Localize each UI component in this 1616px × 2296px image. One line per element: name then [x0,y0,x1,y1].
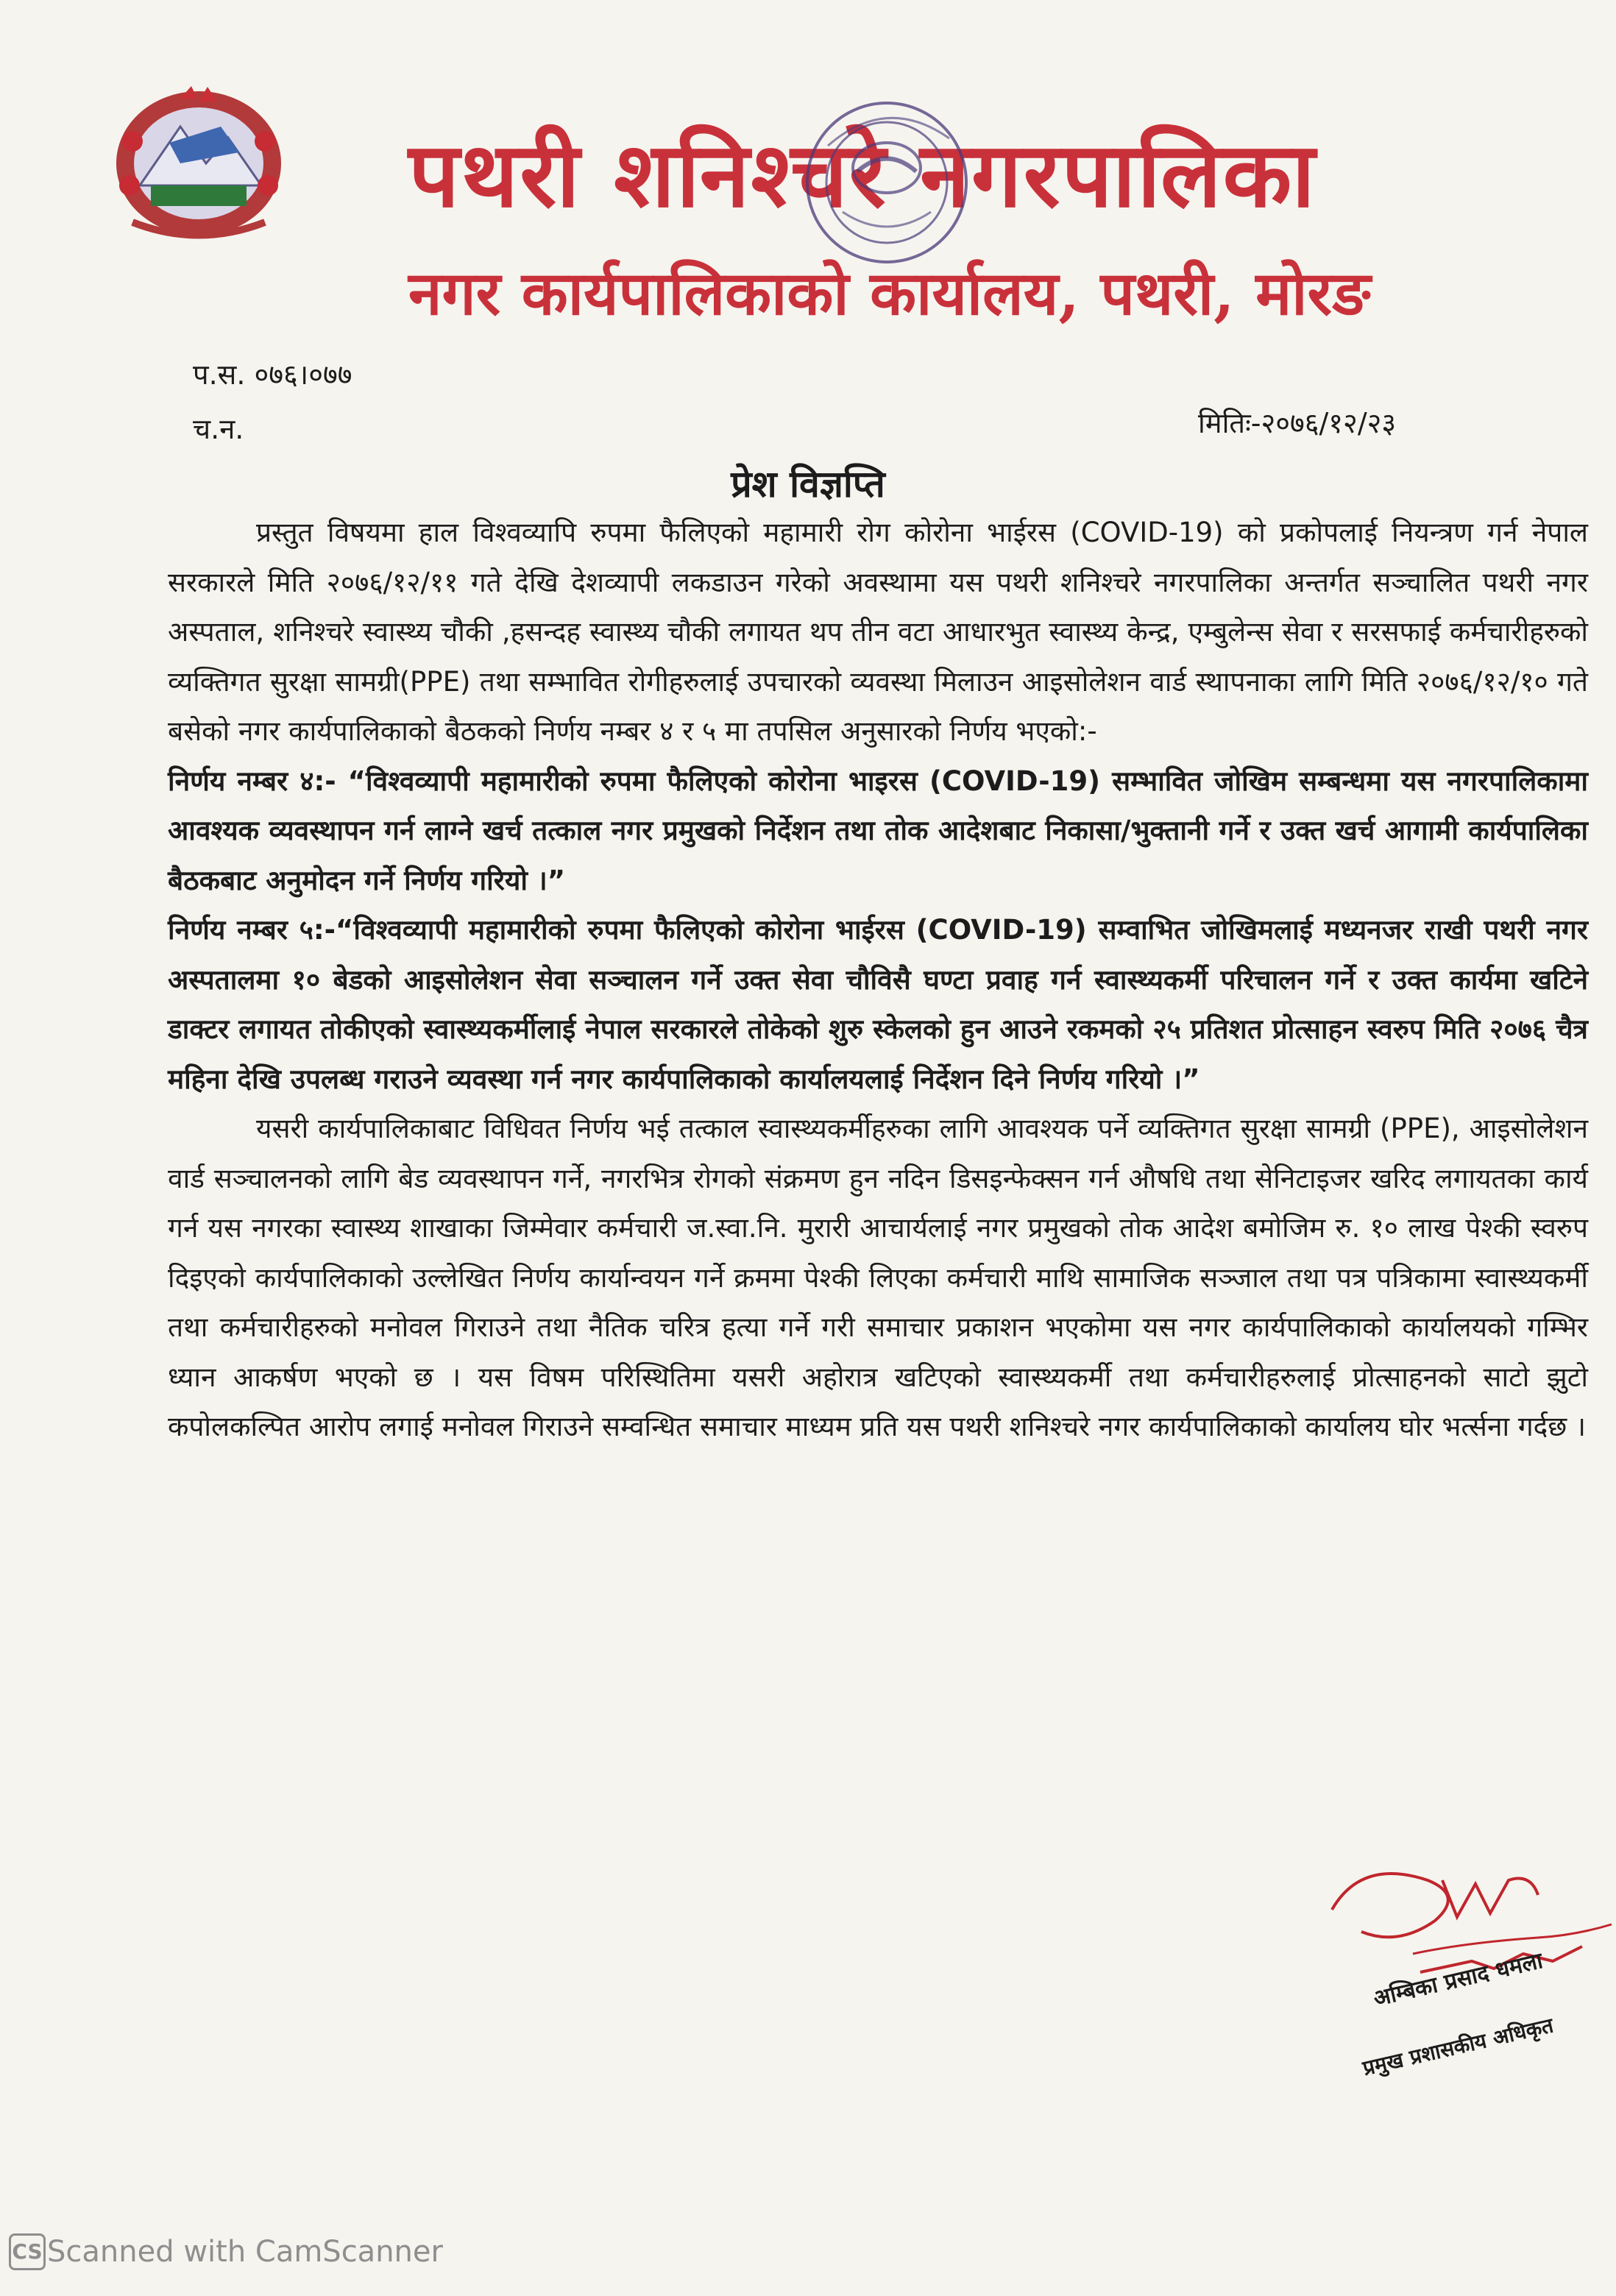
office-seal-stamp [784,94,990,286]
decision-4-paragraph: निर्णय नम्बर ४:- “विश्वव्यापी महामारीको रुपमा फैलिएको कोरोना भाइरस (COVID-19) सम्भावित जोखिम सम्बन्धमा यस नगरपालिकामा आवश्यक व्यवस्थापन गर्न लाग्ने खर्च तत्काल नगर प्रमुखको निर्देशन तथा तोक आदेशबाट निकासा/भुक्तानी गर्ने र उक्त खर्च आगामी कार्यपालिका बैठकबाट अनुमोदन गर्ने निर्णय गरियो ।” [168,765,1588,896]
scanner-watermark-text: Scanned with CamScanner [47,2235,443,2269]
letterhead-office-subtitle: नगर कार्यपालिकाको कार्यालय, पथरी, मोरङ [408,258,1371,329]
document-date: मितिः-२०७६/१२/२३ [1198,407,1397,439]
document-body [168,508,1588,1452]
signatory-title: प्रमुख प्रशासकीय अधिकृत [1360,2013,1556,2081]
document-heading: प्रेश विज्ञप्ति [731,463,885,506]
camscanner-logo-icon: CS [9,2233,46,2270]
dispatch-number: च.न. [193,413,244,445]
scanner-watermark [9,2233,443,2270]
signatory-name: अम्बिका प्रसाद धमला [1371,1948,1545,2012]
nepal-emblem-icon [110,82,287,241]
closing-paragraph: यसरी कार्यपालिकाबाट विधिवत निर्णय भई तत्काल स्वास्थ्यकर्मीहरुका लागि आवश्यक पर्ने व्यक्तिगत सुरक्षा सामग्री (PPE), आइसोलेशन वार्ड सञ्चालनको लागि बेड व्यवस्थापन गर्ने, नगरभित्र रोगको संक्रमण हुन नदिन डिसइन्फेक्सन गर्न औषधि तथा सेनिटाइजर खरिद लगायतका कार्य गर्न यस नगरका स्वास्थ्य शाखाका जिम्मेवार कर्मचारी ज.स्वा.नि. मुरारी आचार्यलाई नगर प्रमुखको तोक आदेश बमोजिम रु. १० लाख पेश्की स्वरुप दिइएको कार्यपालिकाको उल्लेखित निर्णय कार्यान्वयन गर्ने क्रममा पेश्की लिएका कर्मचारी माथि सामाजिक सञ्जाल तथा पत्र पत्रिकामा स्वास्थ्यकर्मी तथा कर्मचारीहरुको मनोवल गिराउने तथा नैतिक चरित्र हत्या गर्ने गरी समाचार प्रकाशन भएकोमा यस नगर कार्यपालिकाको कार्यालयको गम्भिर ध्यान आकर्षण भएको छ । यस विषम परिस्थितिमा यसरी अहोरात्र खटिएको स्वास्थ्यकर्मी तथा कर्मचारीहरुलाई प्रोत्साहनको साटो झुटो कपोलकल्पित आरोप लगाई मनोवल गिराउने सम्वन्धित समाचार माध्यम प्रति यस पथरी शनिश्चरे नगर कार्यपालिकाको कार्यालय घोर भर्त्सना गर्दछ । [168,1113,1588,1442]
letterhead-office-name: पथरी शनिश्चरे नगरपालिका [408,121,1316,227]
intro-paragraph: प्रस्तुत विषयमा हाल विश्वव्यापि रुपमा फैलिएको महामारी रोग कोरोना भाईरस (COVID-19) को प्रकोपलाई नियन्त्रण गर्न नेपाल सरकारले मिति २०७६/१२/११ गते देखि देशव्यापी लकडाउन गरेको अवस्थामा यस पथरी शनिश्चरे नगरपालिका अन्तर्गत सञ्चालित पथरी नगर अस्पताल, शनिश्चरे स्वास्थ्य चौकी ,हसन्दह स्वास्थ्य चौकी लगायत थप तीन वटा आधारभुत स्वास्थ्य केन्द्र, एम्बुलेन्स सेवा र सरसफाई कर्मचारीहरुको व्यक्तिगत सुरक्षा सामग्री(PPE) तथा सम्भावित रोगीहरुलाई उपचारको व्यवस्था मिलाउन आइसोलेशन वार्ड स्थापनाका लागि मिति २०७६/१२/१० गते बसेको नगर कार्यपालिकाको बैठकको निर्णय नम्बर ४ र ५ मा तपसिल अनुसारको निर्णय भएको:- [168,517,1588,747]
reference-number: प.स. ०७६।०७७ [193,358,352,391]
decision-5-paragraph: निर्णय नम्बर ५:-“विश्वव्यापी महामारीको रुपमा फैलिएको कोरोना भाईरस (COVID-19) सम्वाभित जोखिमलाई मध्यनजर राखी पथरी नगर अस्पतालमा १० बेडको आइसोलेशन सेवा सञ्चालन गर्ने उक्त सेवा चौविसै घण्टा प्रवाह गर्न स्वास्थ्यकर्मी परिचालन गर्ने र उक्त कार्यमा खटिने डाक्टर लगायत तोकीएको स्वास्थ्यकर्मीलाई नेपाल सरकारले तोकेको शुरु स्केलको हुन आउने रकमको २५ प्रतिशत प्रोत्साहन स्वरुप मिति २०७६ चैत्र महिना देखि उपलब्ध गराउने व्यवस्था गर्न नगर कार्यपालिकाको कार्यालयलाई निर्देशन दिने निर्णय गरियो ।” [168,914,1588,1095]
